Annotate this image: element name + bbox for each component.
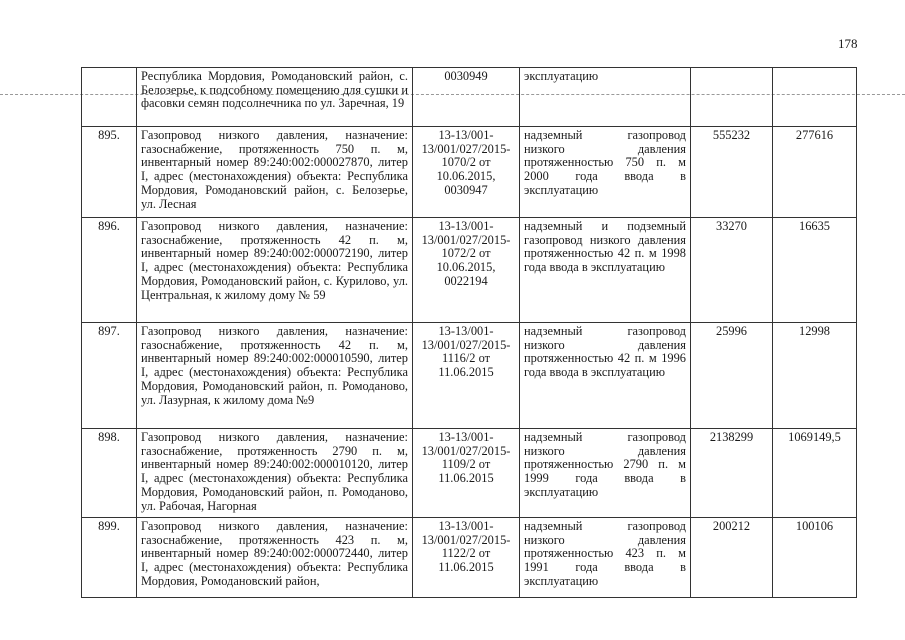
table-row xyxy=(82,323,857,429)
registration-cell: 13-13/001-13/001/027/2015-1072/2 от 10.06.2015, 0022194 xyxy=(413,218,520,323)
row-number-cell xyxy=(82,68,137,127)
characteristics-cell: надземный газопровод низкого давления протяженностью 750 п. м 2000 года ввода в эксплуатацию xyxy=(520,127,691,218)
residual-value-cell: 12998 xyxy=(773,323,857,429)
balance-value-cell: 200212 xyxy=(691,518,773,598)
residual-value-cell: 100106 xyxy=(773,518,857,598)
table-row xyxy=(82,518,857,598)
registration-cell: 13-13/001-13/001/027/2015-1116/2 от 11.06.2015 xyxy=(413,323,520,429)
characteristics-cell: надземный газопровод низкого давления протяженностью 2790 п. м 1999 года ввода в эксплуатацию xyxy=(520,429,691,518)
description-cell: Газопровод низкого давления, назначение: газоснабжение, протяженность 42 п. м, инвентарный номер 89:240:002:000072190, литер I, адрес (местонахождения) объекта: Республика Мордовия, Ромодановский район, с. Курилово, ул. Центральная, к жилому дому № 59 xyxy=(137,218,413,323)
row-number-cell: 899. xyxy=(82,518,137,598)
balance-value-cell: 33270 xyxy=(691,218,773,323)
characteristics-cell: надземный и подземный газопровод низкого давления протяженностью 42 п. м 1998 года ввода в эксплуатацию xyxy=(520,218,691,323)
residual-value-cell xyxy=(773,68,857,127)
balance-value-cell: 555232 xyxy=(691,127,773,218)
page-number: 178 xyxy=(838,36,858,51)
balance-value-cell: 25996 xyxy=(691,323,773,429)
description-cell: Газопровод низкого давления, назначение: газоснабжение, протяженность 42 п. м, инвентарный номер 89:240:002:000010590, литер I, адрес (местонахождения) объекта: Республика Мордовия, Ромодановский район, п. Ромоданово, ул. Лазурная, к жилому дома №9 xyxy=(137,323,413,429)
row-number-cell: 895. xyxy=(82,127,137,218)
residual-value-cell: 16635 xyxy=(773,218,857,323)
table-row xyxy=(82,429,857,518)
property-registry-table xyxy=(81,67,857,598)
table-row xyxy=(82,218,857,323)
characteristics-cell: надземный газопровод низкого давления протяженностью 42 п. м 1996 года ввода в эксплуатацию xyxy=(520,323,691,429)
description-cell: Газопровод низкого давления, назначение: газоснабжение, протяженность 750 п. м, инвентарный номер 89:240:002:000027870, литер I, адрес (местонахождения) объекта: Республика Мордовия, Ромодановский район, с. Белозерье, ул. Лесная xyxy=(137,127,413,218)
row-number-cell: 898. xyxy=(82,429,137,518)
table-row xyxy=(82,68,857,127)
description-cell: Газопровод низкого давления, назначение: газоснабжение, протяженность 2790 п. м, инвентарный номер 89:240:002:000010120, литер I, адрес (местонахождения) объекта: Республика Мордовия, Ромодановский район, п. Ромоданово, ул. Рабочая, Нагорная xyxy=(137,429,413,518)
description-cell: Республика Мордовия, Ромодановский район, с. Белозерье, к подсобному помещению для сушки и фасовки семян подсолнечника по ул. Заречная, 19 xyxy=(137,68,413,127)
characteristics-cell: надземный газопровод низкого давления протяженностью 423 п. м 1991 года ввода в эксплуатацию xyxy=(520,518,691,598)
row-number-cell: 897. xyxy=(82,323,137,429)
registration-cell: 13-13/001-13/001/027/2015-1109/2 от 11.06.2015 xyxy=(413,429,520,518)
residual-value-cell: 1069149,5 xyxy=(773,429,857,518)
residual-value-cell: 277616 xyxy=(773,127,857,218)
row-number-cell: 896. xyxy=(82,218,137,323)
registration-cell: 13-13/001-13/001/027/2015-1122/2 от 11.06.2015 xyxy=(413,518,520,598)
characteristics-cell: эксплуатацию xyxy=(520,68,691,127)
registration-cell: 13-13/001-13/001/027/2015-1070/2 от 10.06.2015, 0030947 xyxy=(413,127,520,218)
balance-value-cell: 2138299 xyxy=(691,429,773,518)
table-row xyxy=(82,127,857,218)
registration-cell: 0030949 xyxy=(413,68,520,127)
description-cell: Газопровод низкого давления, назначение: газоснабжение, протяженность 423 п. м, инвентарный номер 89:240:002:000072440, литер I, адрес (местонахождения) объекта: Республика Мордовия, Ромодановский район, xyxy=(137,518,413,598)
balance-value-cell xyxy=(691,68,773,127)
